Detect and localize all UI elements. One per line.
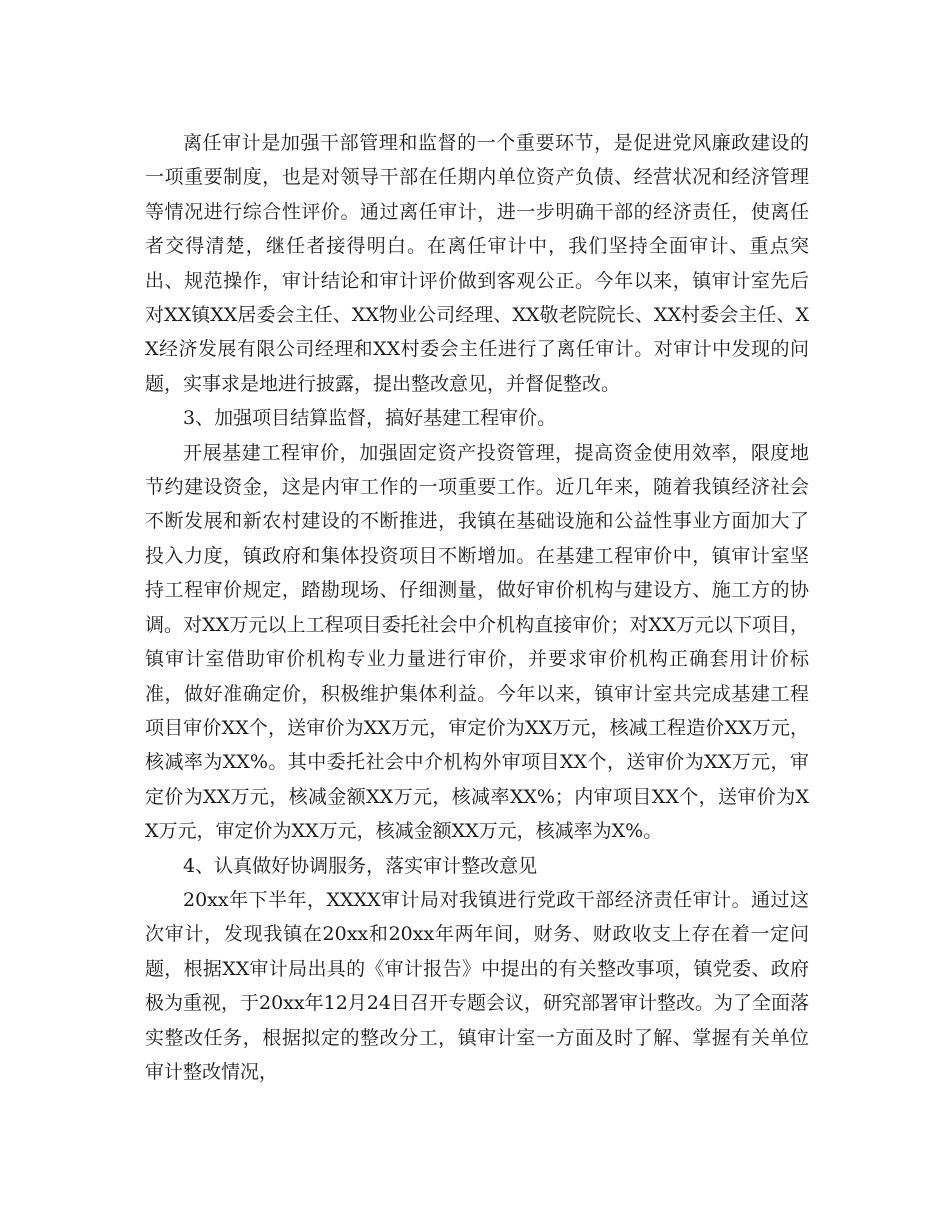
paragraph-departure-audit: 离任审计是加强干部管理和监督的一个重要环节，是促进党风廉政建设的一项重要制度，也是对领导干部在任期内单位资产负债、经营状况和经济管理等情况进行综合性评价。通过离任审计，进一步明确干部的经济责任，使离任者交得清楚，继任者接得明白。在离任审计中，我们坚持全面审计、重点突出、规范操作，审计结论和审计评价做到客观公正。今年以来，镇审计室先后对XX镇XX居委会主任、XX物业公司经理、XX敬老院院长、XX村委会主任、XX经济发展有限公司经理和XX村委会主任进行了离任审计。对审计中发现的问题，实事求是地进行披露，提出整改意见，并督促整改。: [145, 132, 809, 395]
document-body: [145, 126, 809, 1089]
paragraph-audit-rectification: 20xx年下半年，XXXX审计局对我镇进行党政干部经济责任审计。通过这次审计，发现我镇在20xx和20xx年两年间，财务、财政收支上存在着一定问题，根据XX审计局出具的《审计报告》中提出的有关整改事项，镇党委、政府极为重视，于20xx年12月24日召开专题会议，研究部署审计整改。为了全面落实整改任务，根据拟定的整改分工，镇审计室一方面及时了解、掌握有关单位审计整改情况，: [145, 888, 809, 1083]
paragraph-construction-pricing: 开展基建工程审价，加强固定资产投资管理，提高资金使用效率，限度地节约建设资金，这是内审工作的一项重要工作。近几年来，随着我镇经济社会不断发展和新农村建设的不断推进，我镇在基础设施和公益性事业方面加大了投入力度，镇政府和集体投资项目不断增加。在基建工程审价中，镇审计室坚持工程审价规定，踏勘现场、仔细测量，做好审价机构与建设方、施工方的协调。对XX万元以上工程项目委托社会中介机构直接审价；对XX万元以下项目，镇审计室借助审价机构专业力量进行审价，并要求审价机构正确套用计价标准，做好准确定价，积极维护集体利益。今年以来，镇审计室共完成基建工程项目审价XX个，送审价为XX万元，审定价为XX万元，核减工程造价XX万元，核减率为XX%。其中委托社会中介机构外审项目XX个，送审价为XX万元，审定价为XX万元，核减金额XX万元，核减率XX%；内审项目XX个，送审价为XX万元，审定价为XX万元，核减金额XX万元，核减率为X%。: [145, 441, 809, 843]
heading-project-settlement: 3、加强项目结算监督，搞好基建工程审价。: [183, 407, 557, 430]
heading-coordination-service: 4、认真做好协调服务，落实审计整改意见: [183, 854, 538, 877]
